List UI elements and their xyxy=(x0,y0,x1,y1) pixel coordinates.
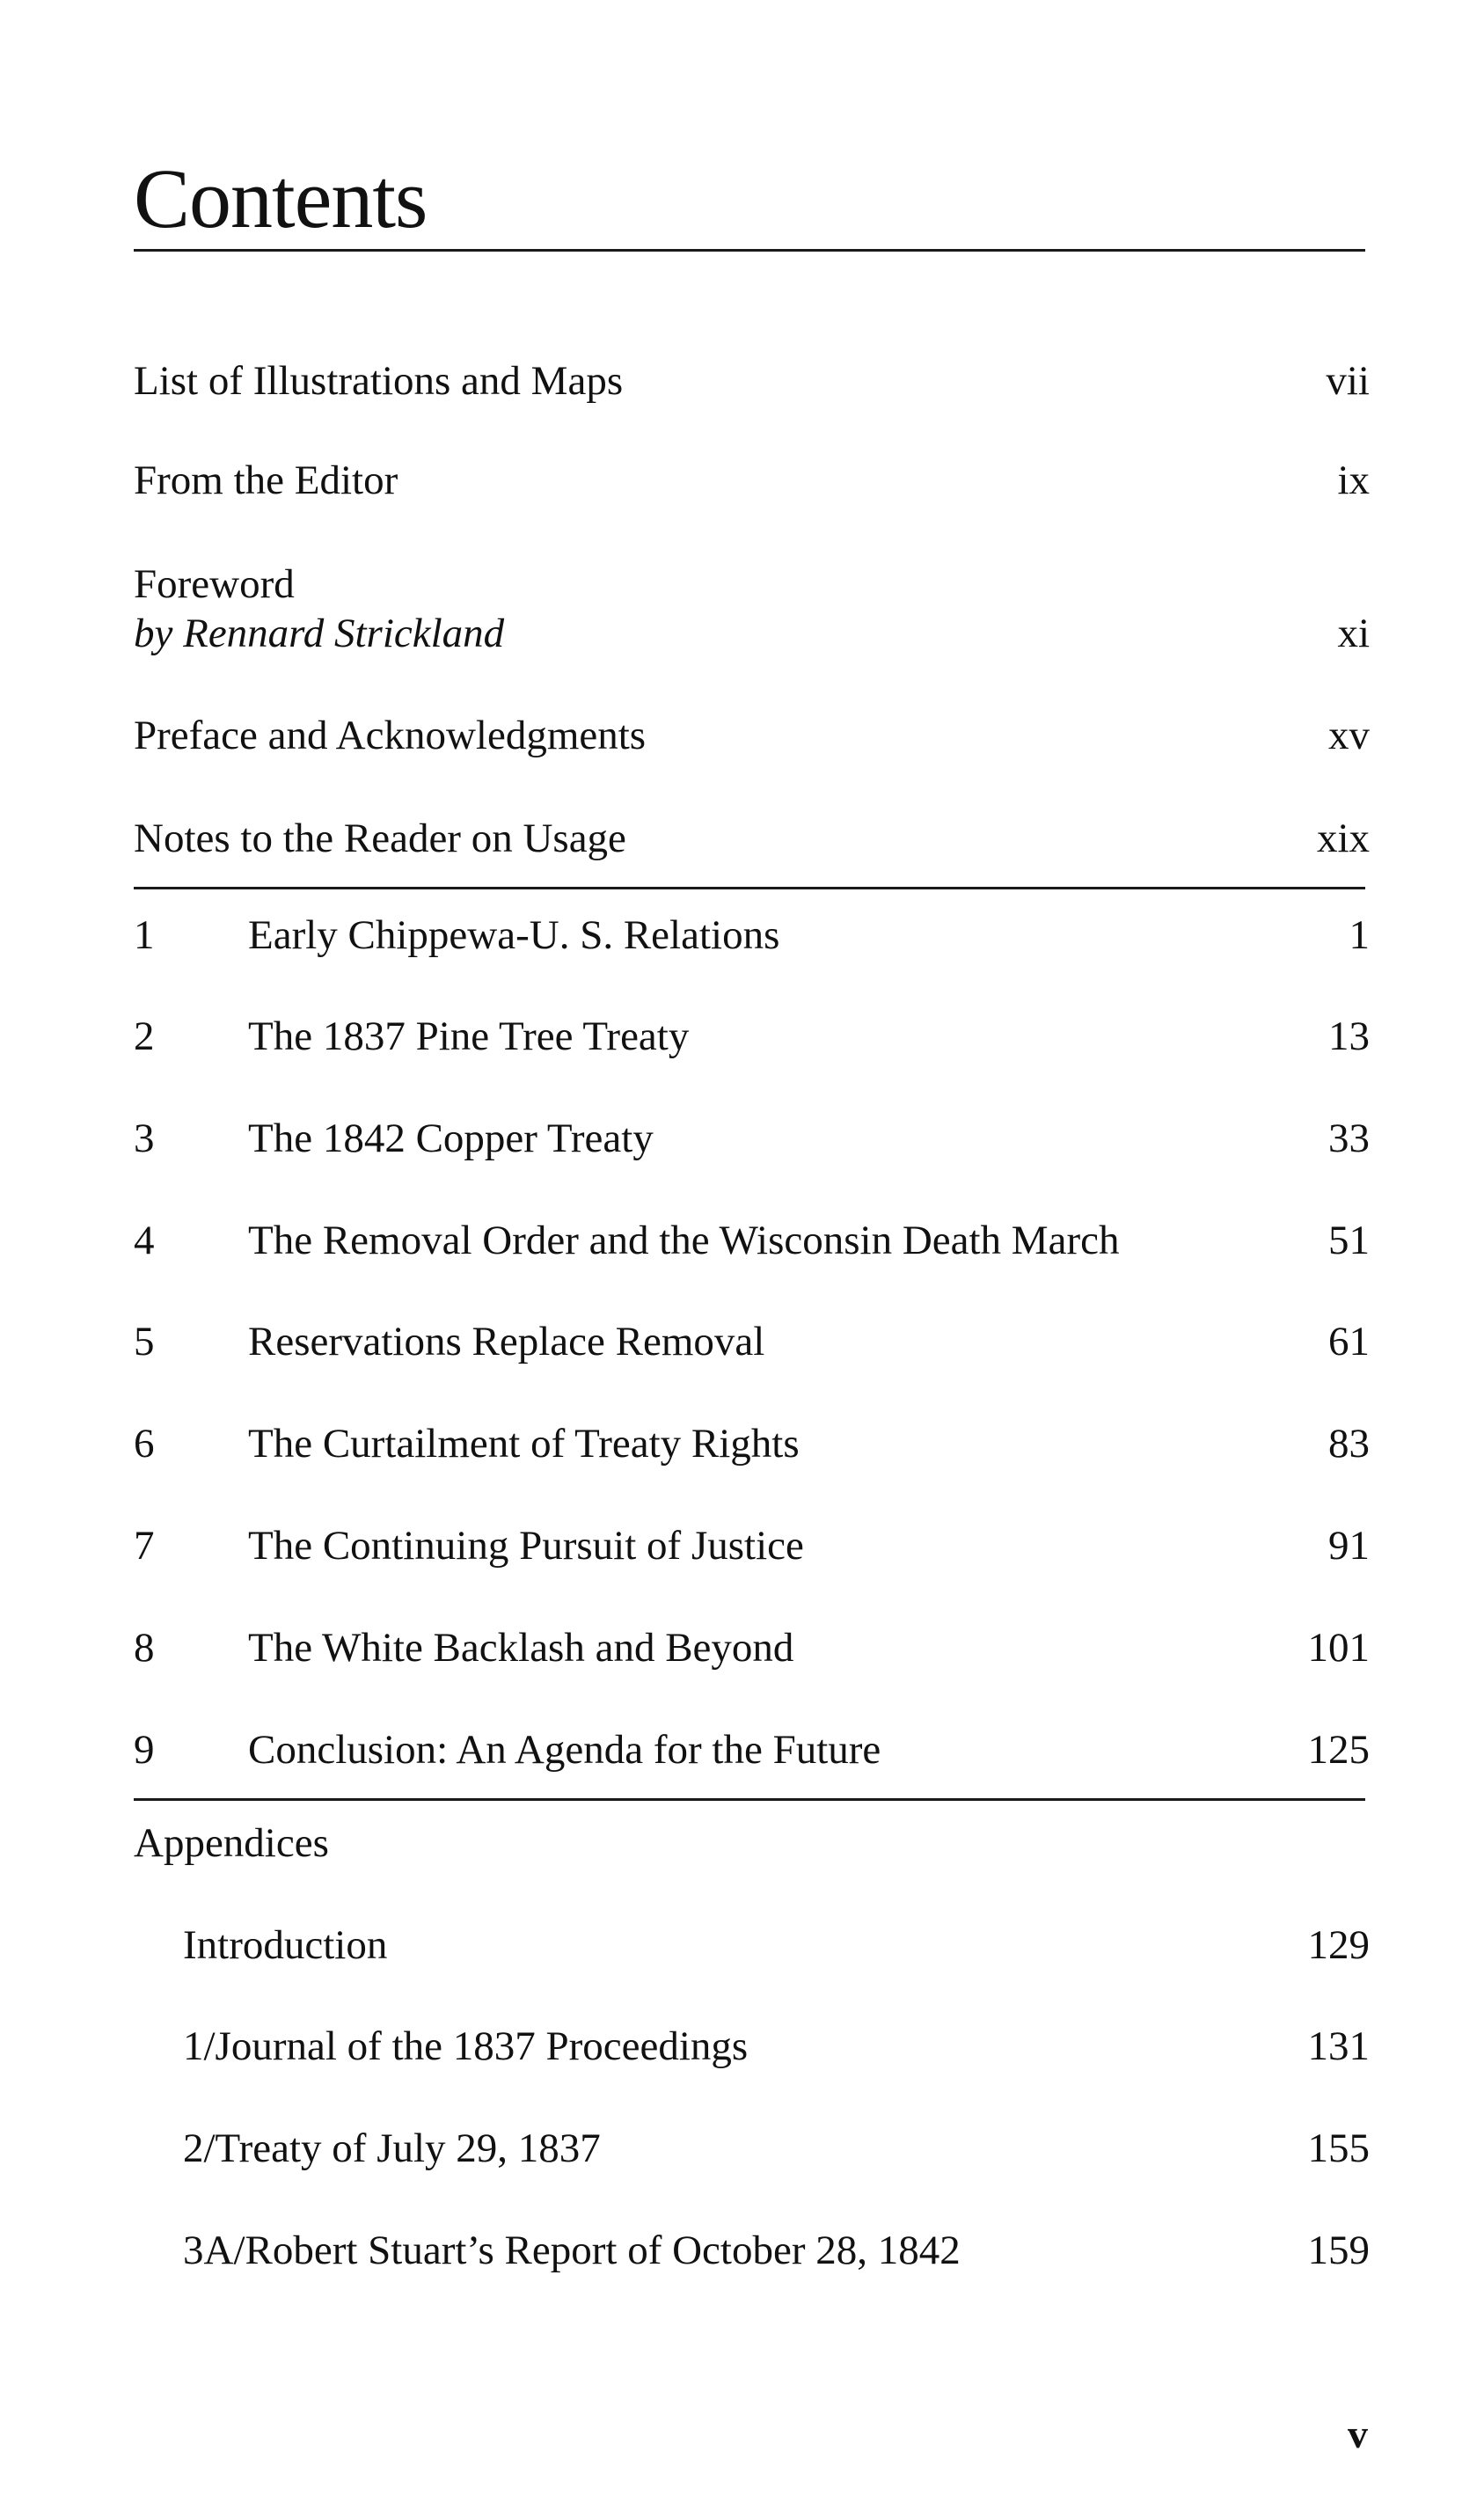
chapter-title: Reservations Replace Removal xyxy=(248,1319,765,1364)
appendix-entry xyxy=(134,2022,1370,2071)
chapter-number: 7 xyxy=(134,1523,155,1569)
toc-entry xyxy=(134,560,1370,609)
toc-entry-label: List of Illustrations and Maps xyxy=(134,358,624,404)
toc-entry-page: xv xyxy=(1328,713,1370,758)
chapter-title: The 1842 Copper Treaty xyxy=(248,1116,654,1161)
chapter-title: Conclusion: An Agenda for the Future xyxy=(248,1727,881,1773)
chapter-title: The Continuing Pursuit of Justice xyxy=(248,1523,804,1569)
chapter-number: 6 xyxy=(134,1421,155,1467)
appendix-page: 129 xyxy=(1307,1922,1370,1968)
chapter-entry xyxy=(134,1725,1370,1774)
page-title: Contents xyxy=(134,151,428,245)
chapter-number: 4 xyxy=(134,1218,155,1263)
toc-entry-label: From the Editor xyxy=(134,457,398,503)
chapter-page: 125 xyxy=(1307,1727,1370,1773)
chapter-entry xyxy=(134,911,1370,960)
chapter-entry xyxy=(134,1419,1370,1468)
chapter-page: 91 xyxy=(1328,1523,1370,1569)
chapter-page: 101 xyxy=(1307,1625,1370,1671)
section-rule xyxy=(134,887,1365,889)
toc-entry-byline: by Rennard Strickland xyxy=(134,611,505,656)
chapter-page: 83 xyxy=(1328,1421,1370,1467)
section-rule xyxy=(134,1798,1365,1801)
appendix-entry xyxy=(134,1920,1370,1970)
appendix-page: 155 xyxy=(1307,2125,1370,2171)
chapter-number: 9 xyxy=(134,1727,155,1773)
chapter-number: 8 xyxy=(134,1625,155,1671)
chapter-page: 1 xyxy=(1349,912,1370,958)
title-rule xyxy=(134,249,1365,252)
appendices-heading-row xyxy=(134,1818,1370,1868)
toc-entry-label: Notes to the Reader on Usage xyxy=(134,816,626,861)
chapter-number: 2 xyxy=(134,1013,155,1059)
appendix-page: 159 xyxy=(1307,2228,1370,2273)
toc-entry-byline-row xyxy=(134,609,1370,658)
page-number: v xyxy=(1348,2411,1368,2456)
appendix-entry xyxy=(134,2226,1370,2275)
chapter-title: The White Backlash and Beyond xyxy=(248,1625,794,1671)
chapter-title: The Removal Order and the Wisconsin Death March xyxy=(248,1218,1120,1263)
appendices-heading: Appendices xyxy=(134,1820,329,1866)
chapter-entry xyxy=(134,1623,1370,1672)
chapter-title: The Curtailment of Treaty Rights xyxy=(248,1421,800,1467)
appendix-label: 1/Journal of the 1837 Proceedings xyxy=(183,2023,749,2069)
appendix-label: Introduction xyxy=(183,1922,388,1968)
chapter-entry xyxy=(134,1216,1370,1265)
toc-entry-page: xix xyxy=(1316,816,1370,861)
chapter-entry xyxy=(134,1521,1370,1570)
appendix-label: 3A/Robert Stuart’s Report of October 28, 1842 xyxy=(183,2228,961,2273)
appendix-label: 2/Treaty of July 29, 1837 xyxy=(183,2125,601,2171)
chapter-number: 1 xyxy=(134,912,155,958)
chapter-page: 13 xyxy=(1328,1013,1370,1059)
chapter-number: 3 xyxy=(134,1116,155,1161)
appendix-entry xyxy=(134,2124,1370,2173)
toc-entry-label: Foreword xyxy=(134,561,295,607)
chapter-title: Early Chippewa-U. S. Relations xyxy=(248,912,780,958)
chapter-page: 33 xyxy=(1328,1116,1370,1161)
toc-entry-label: Preface and Acknowledgments xyxy=(134,713,647,758)
chapter-page: 61 xyxy=(1328,1319,1370,1364)
chapter-entry xyxy=(134,1317,1370,1366)
chapter-page: 51 xyxy=(1328,1218,1370,1263)
chapter-entry xyxy=(134,1114,1370,1163)
chapter-number: 5 xyxy=(134,1319,155,1364)
chapter-title: The 1837 Pine Tree Treaty xyxy=(248,1013,690,1059)
toc-entry xyxy=(134,456,1370,505)
toc-entry-page: xi xyxy=(1337,611,1370,656)
toc-entry-page: ix xyxy=(1337,457,1370,503)
toc-entry-page: vii xyxy=(1326,358,1370,404)
toc-entry xyxy=(134,356,1370,406)
toc-entry xyxy=(134,814,1370,863)
chapter-entry xyxy=(134,1012,1370,1061)
toc-entry xyxy=(134,711,1370,760)
appendix-page: 131 xyxy=(1307,2023,1370,2069)
